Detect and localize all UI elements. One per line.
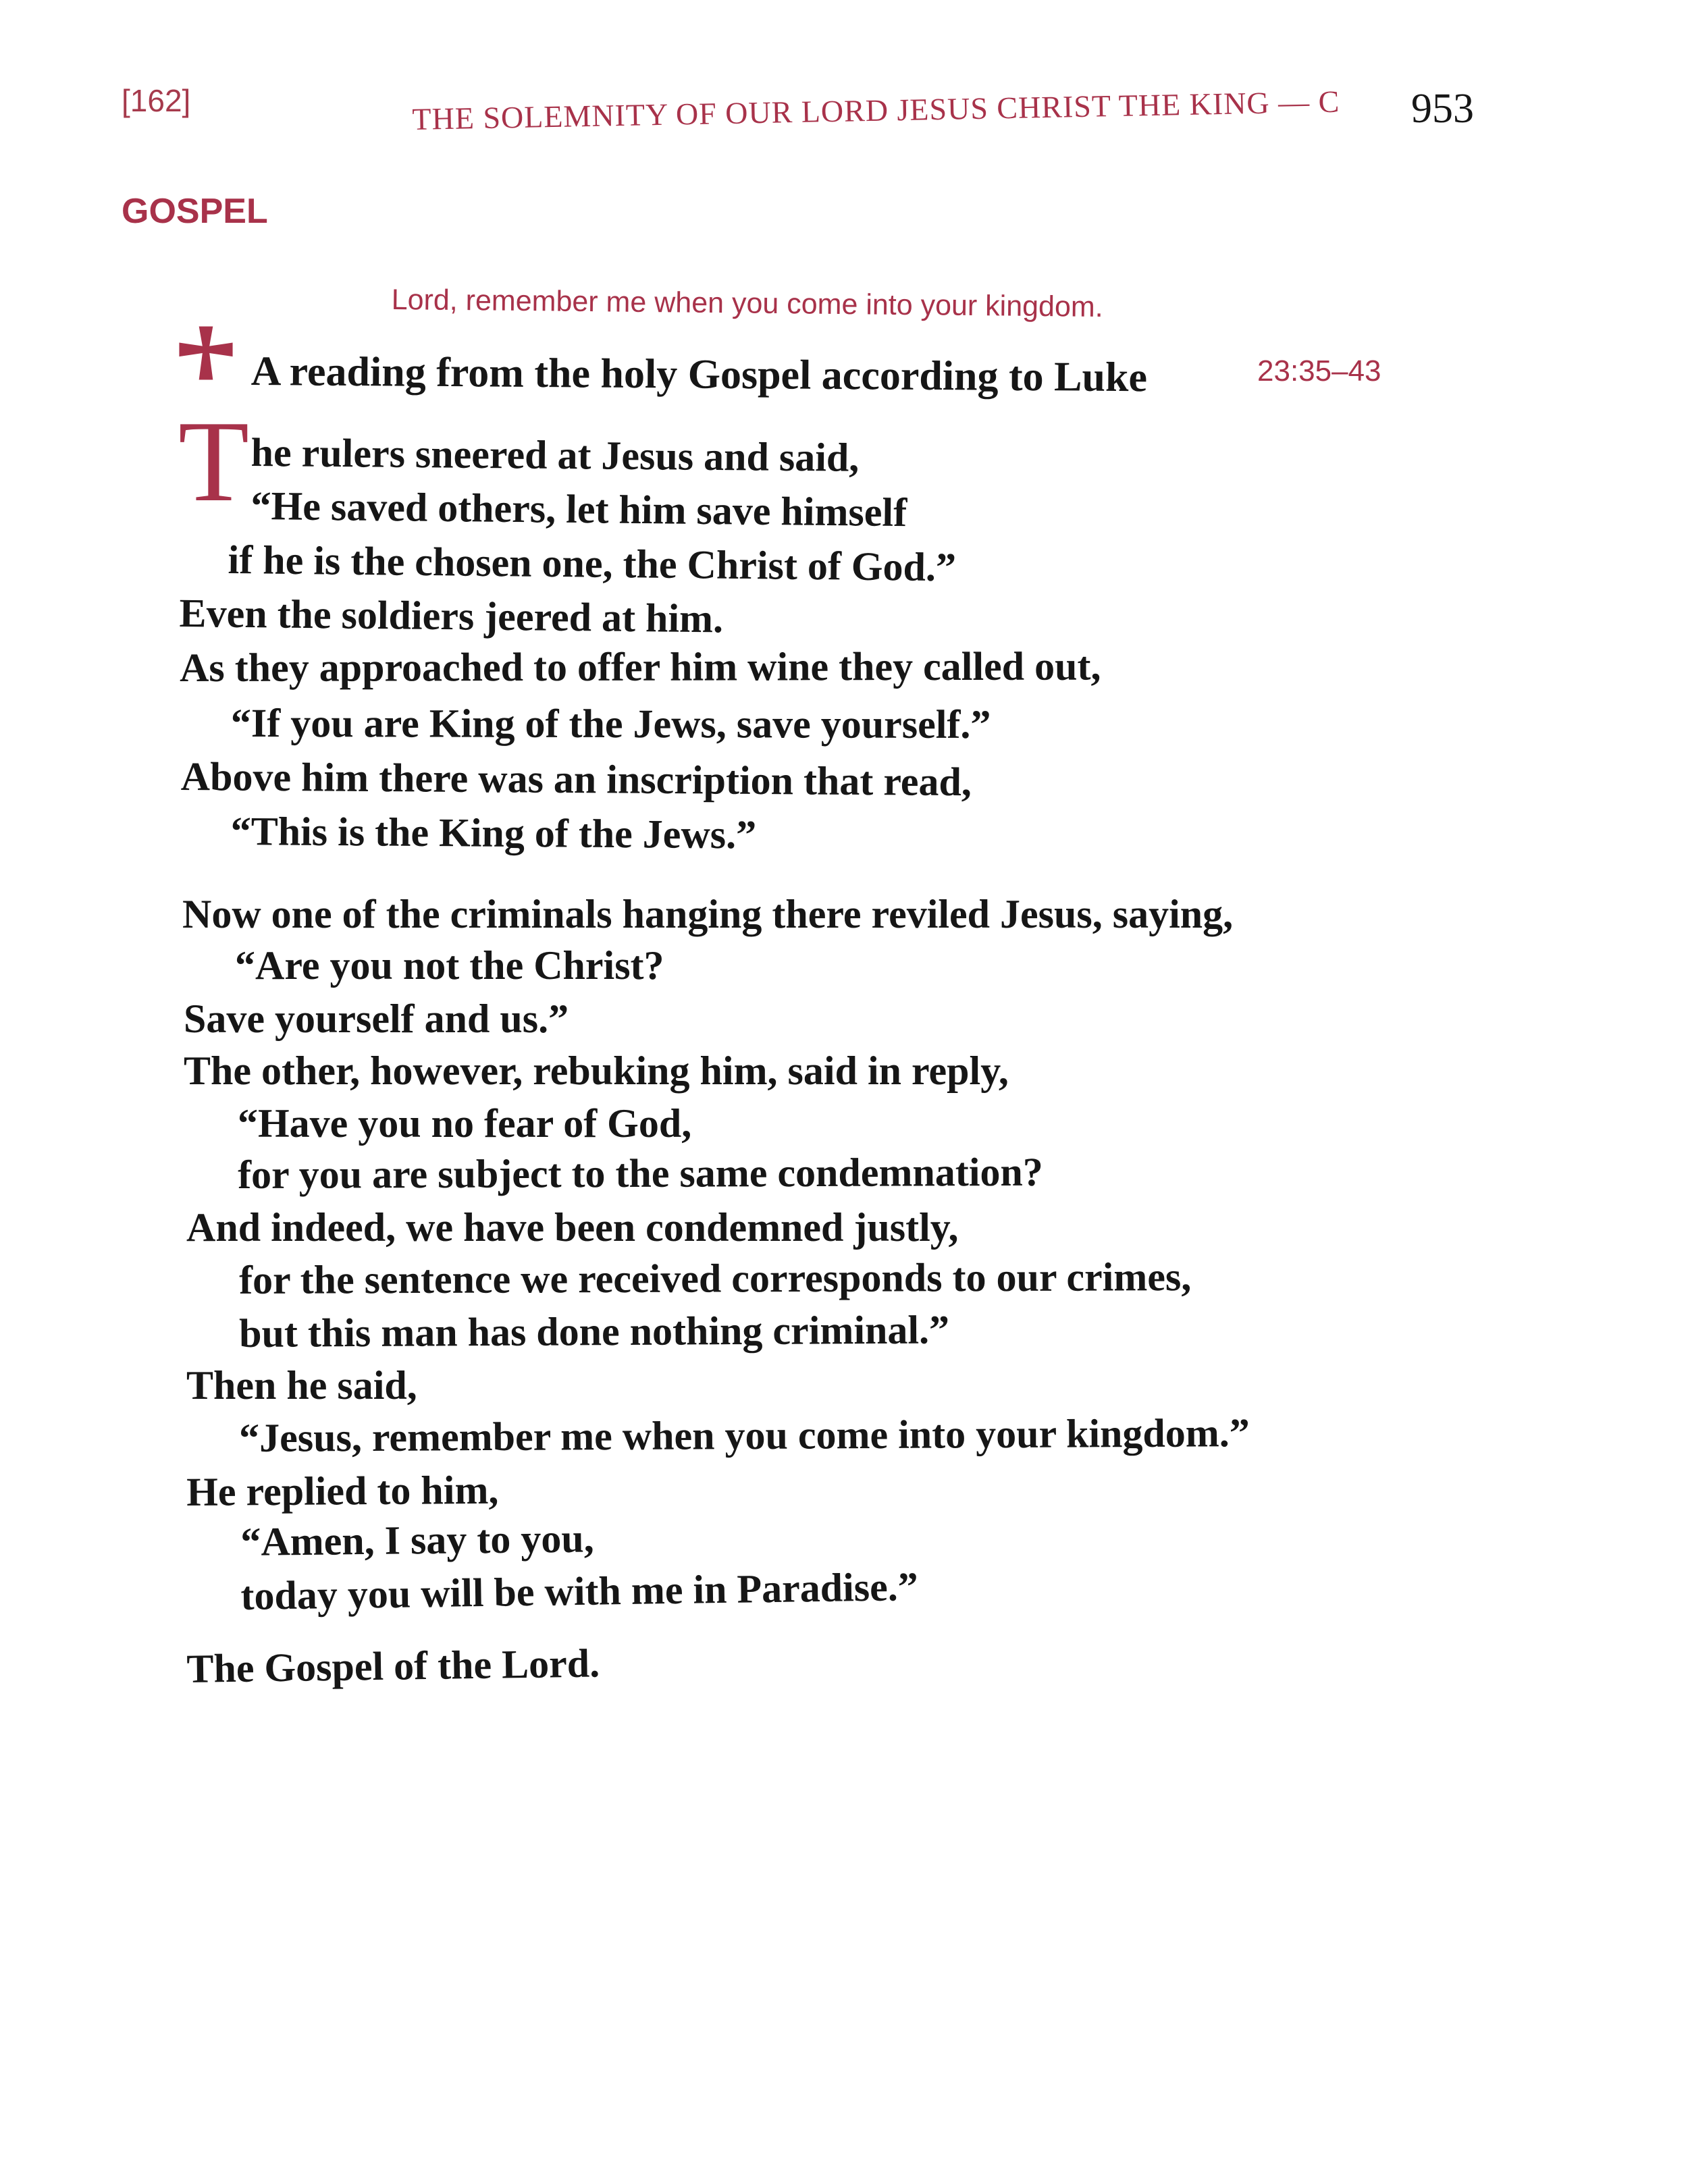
verse-line: but this man has done nothing criminal.” xyxy=(239,1307,950,1356)
verse-line: he rulers sneered at Jesus and said, xyxy=(250,429,860,480)
verse-line: for you are subject to the same condemnation? xyxy=(238,1149,1043,1197)
running-title: THE SOLEMNITY OF OUR LORD JESUS CHRIST THE KING — C xyxy=(412,84,1340,136)
scripture-citation: 23:35–43 xyxy=(1257,354,1381,388)
verse-line: Now one of the criminals hanging there reviled Jesus, saying, xyxy=(182,892,1234,936)
verse-line: “He saved others, let him save himself xyxy=(250,483,907,535)
verse-line: “If you are King of the Jews, save yourself.” xyxy=(230,701,991,747)
verse-line: Above him there was an inscription that read, xyxy=(180,754,972,805)
drop-cap: T xyxy=(178,398,250,526)
verse-line: if he is the chosen one, the Christ of God.” xyxy=(228,537,957,590)
reading-conclusion: The Gospel of the Lord. xyxy=(186,1641,600,1691)
reference-number: [162] xyxy=(122,83,191,118)
verse-line: Even the soldiers jeered at him. xyxy=(179,590,724,641)
verse-line: “Jesus, remember me when you come into your kingdom.” xyxy=(239,1410,1250,1460)
verse-line: for the sentence we received corresponds to our crimes, xyxy=(239,1254,1192,1302)
verse-line: “Amen, I say to you, xyxy=(240,1516,595,1564)
cross-icon xyxy=(177,324,235,382)
verse-line: As they approached to offer him wine they called out, xyxy=(180,643,1101,690)
verse-line: Save yourself and us.” xyxy=(184,996,569,1041)
reading-intro: A reading from the holy Gospel according to Luke xyxy=(250,348,1148,401)
verse-line: today you will be with me in Paradise.” xyxy=(240,1564,919,1618)
verse-line: He replied to him, xyxy=(186,1467,499,1514)
page-number: 953 xyxy=(1411,86,1474,132)
verse-line: And indeed, we have been condemned justly, xyxy=(186,1205,959,1250)
section-label: GOSPEL xyxy=(122,192,268,231)
verse-line: Then he said, xyxy=(186,1363,417,1408)
verse-line: “Are you not the Christ? xyxy=(235,943,664,988)
verse-line: The other, however, rebuking him, said in reply, xyxy=(184,1048,1009,1093)
antiphon: Lord, remember me when you come into your kingdom. xyxy=(391,284,1103,324)
verse-line: “This is the King of the Jews.” xyxy=(230,809,757,857)
verse-line: “Have you no fear of God, xyxy=(238,1101,692,1146)
